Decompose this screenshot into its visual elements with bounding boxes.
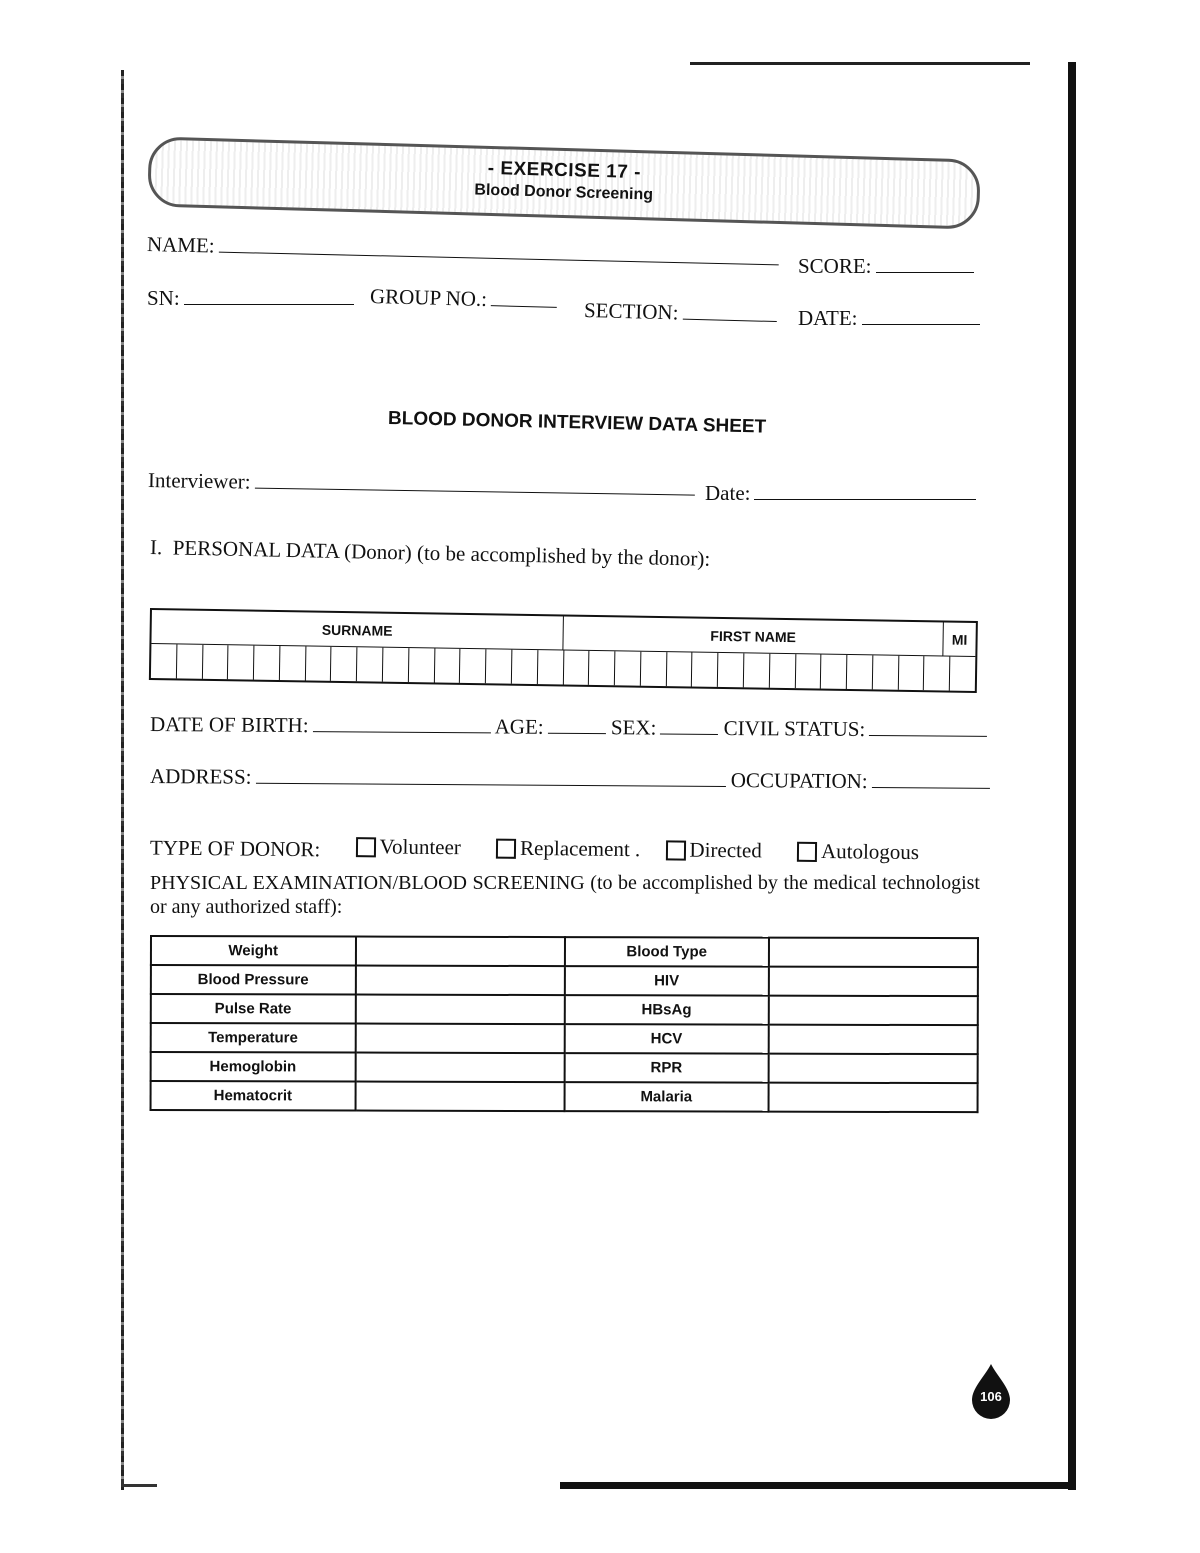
interviewer-row [148, 468, 695, 502]
value-cell[interactable] [768, 1054, 977, 1084]
section-number: I. [149, 535, 163, 560]
sn-label: SN: [147, 286, 180, 310]
page-top-edge [690, 62, 1030, 65]
group-row [370, 284, 558, 314]
table-row [151, 994, 978, 1025]
exercise-banner [147, 136, 981, 229]
interview-date-label: Date: [705, 481, 751, 505]
physical-exam-instructions: PHYSICAL EXAMINATION/BLOOD SCREENING (to be accomplished by the medical technologist or any authorized staff): [150, 872, 980, 918]
score-field[interactable] [876, 271, 974, 273]
page-number-badge [970, 1362, 1012, 1420]
value-cell[interactable] [355, 1053, 564, 1083]
directed-checkbox[interactable] [665, 840, 685, 860]
page-bottom-left-edge [121, 1484, 157, 1487]
group-field[interactable] [491, 304, 557, 308]
page-number: 106 [980, 1389, 1002, 1404]
option-volunteer[interactable] [355, 834, 461, 860]
exercise-number: - EXERCISE 17 - [487, 157, 642, 184]
firstname-header: FIRST NAME [563, 617, 943, 657]
physical-exam-table [150, 935, 979, 1113]
occupation-field[interactable] [872, 786, 990, 789]
table-row [151, 965, 978, 996]
autologous-checkbox[interactable] [797, 841, 817, 861]
value-cell[interactable] [355, 937, 564, 967]
interviewer-field[interactable] [255, 487, 695, 496]
interview-date-field[interactable] [754, 498, 976, 500]
volunteer-checkbox[interactable] [356, 837, 376, 857]
row-label: HIV [565, 966, 769, 996]
occupation-label: OCCUPATION: [730, 768, 868, 794]
date-row [798, 306, 980, 331]
sex-label: SEX: [610, 715, 657, 740]
value-cell[interactable] [769, 967, 978, 997]
table-row [151, 1023, 978, 1054]
age-label: AGE: [494, 714, 544, 739]
score-label: SCORE: [798, 254, 872, 278]
option-directed[interactable] [665, 837, 762, 863]
sn-field[interactable] [184, 303, 354, 305]
donor-name-grid [149, 608, 978, 693]
donor-type-label: TYPE OF DONOR: [149, 835, 321, 862]
age-field[interactable] [548, 732, 606, 734]
row-label: Malaria [564, 1082, 768, 1112]
section-title: PERSONAL DATA (Donor) [172, 535, 413, 565]
donor-type-row [150, 832, 919, 869]
value-cell[interactable] [355, 1082, 564, 1112]
table-row [151, 936, 978, 967]
option-autologous[interactable] [797, 839, 919, 865]
row-label: Blood Type [565, 937, 769, 967]
interview-date-row [705, 481, 976, 506]
value-cell[interactable] [769, 996, 978, 1026]
dob-field[interactable] [313, 730, 491, 733]
date-field[interactable] [862, 323, 980, 325]
option-replacement[interactable] [496, 836, 640, 863]
value-cell[interactable] [355, 966, 564, 996]
sheet-title: BLOOD DONOR INTERVIEW DATA SHEET [387, 408, 767, 438]
row-label: Blood Pressure [151, 965, 356, 995]
row-label: Temperature [151, 1023, 356, 1053]
sex-field[interactable] [660, 733, 718, 735]
section-field[interactable] [682, 318, 776, 322]
name-field[interactable] [219, 251, 779, 266]
row-label: Weight [151, 936, 356, 966]
interviewer-label: Interviewer: [147, 468, 251, 494]
civil-status-label: CIVIL STATUS: [723, 716, 866, 741]
address-row [150, 764, 990, 795]
civil-status-field[interactable] [869, 734, 987, 737]
row-label: Pulse Rate [151, 994, 356, 1024]
name-label: NAME: [146, 232, 215, 258]
row-label: Hemoglobin [151, 1052, 356, 1082]
row-label: Hematocrit [151, 1081, 356, 1111]
page-left-edge [121, 70, 124, 1490]
section-row [584, 298, 777, 328]
group-label: GROUP NO.: [369, 284, 488, 312]
personal-data-heading [150, 535, 711, 572]
row-label: HBsAg [565, 995, 769, 1025]
row-label: HCV [564, 1024, 768, 1054]
address-label: ADDRESS: [149, 764, 252, 789]
value-cell[interactable] [768, 1083, 977, 1113]
row-label: RPR [564, 1053, 768, 1083]
table-row [151, 1081, 978, 1112]
table-row [151, 1052, 978, 1083]
replacement-label: Replacement . [520, 835, 641, 862]
value-cell[interactable] [769, 938, 978, 968]
volunteer-label: Volunteer [379, 834, 462, 860]
exercise-title: Blood Donor Screening [474, 181, 654, 204]
sn-row [147, 286, 354, 311]
mi-header: MI [943, 622, 976, 656]
value-cell[interactable] [355, 995, 564, 1025]
value-cell[interactable] [768, 1025, 977, 1055]
section-note: (to be accomplished by the donor): [416, 540, 711, 571]
name-row [147, 232, 779, 271]
replacement-checkbox[interactable] [496, 838, 516, 858]
surname-header: SURNAME [151, 610, 563, 650]
address-field[interactable] [255, 782, 725, 787]
date-label: DATE: [798, 306, 858, 330]
dob-label: DATE OF BIRTH: [149, 712, 309, 738]
directed-label: Directed [689, 837, 762, 863]
autologous-label: Autologous [820, 839, 920, 865]
score-row [798, 254, 974, 279]
dob-row [150, 712, 987, 743]
section-label: SECTION: [583, 298, 679, 325]
page-right-edge [1068, 62, 1076, 1490]
page-bottom-edge [560, 1482, 1076, 1489]
value-cell[interactable] [355, 1024, 564, 1054]
